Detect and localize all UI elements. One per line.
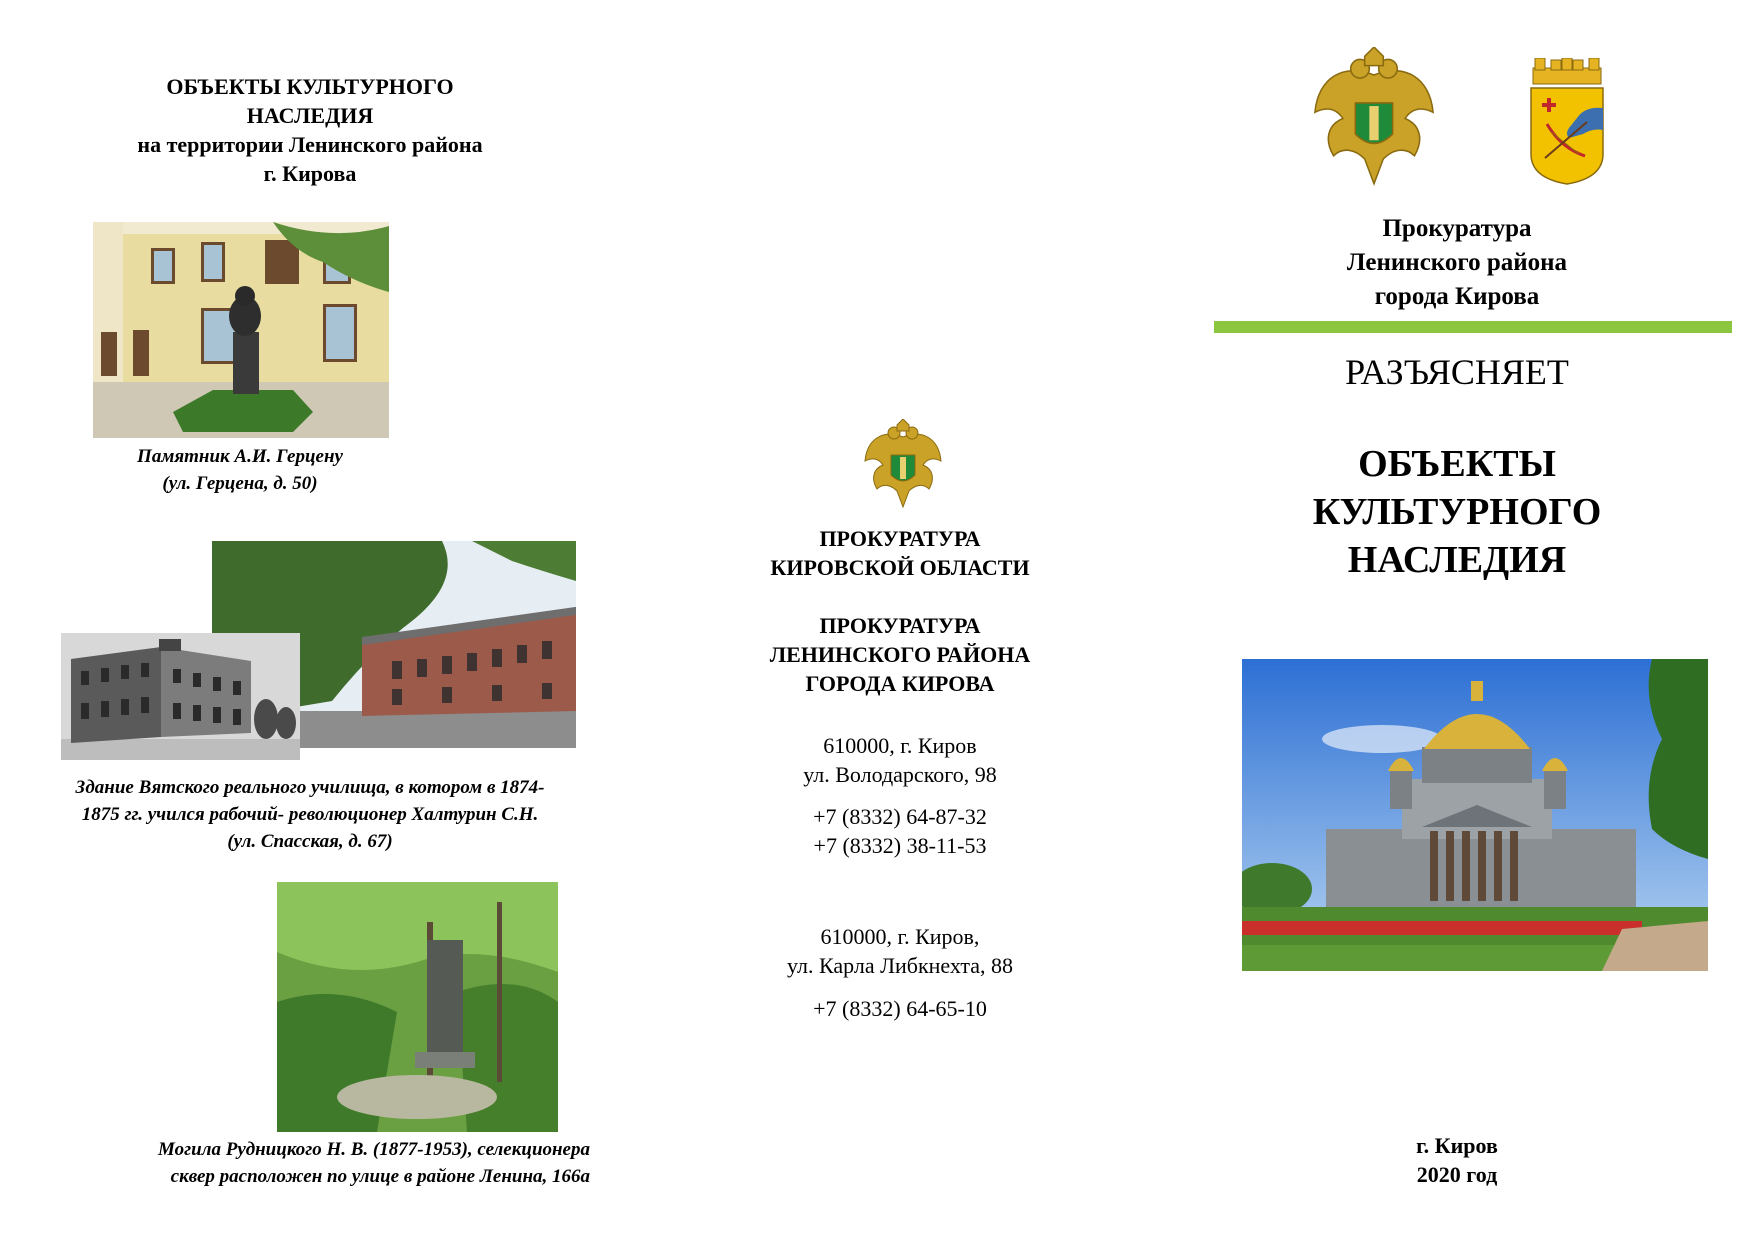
cover-org-line-3: города Кирова xyxy=(1374,283,1540,310)
real-school-historic-photo xyxy=(61,633,300,760)
left-title-line-1: ОБЪЕКТЫ КУЛЬТУРНОГО xyxy=(166,74,454,99)
green-divider-bar xyxy=(1214,321,1732,333)
address1-line-1: 610000, г. Киров xyxy=(823,733,977,758)
org1-line-1: ПРОКУРАТУРА xyxy=(819,526,981,551)
herzen-caption-line-1: Памятник А.И. Герцену xyxy=(137,446,343,467)
brochure-title-line-3: НАСЛЕДИЯ xyxy=(1347,539,1567,581)
address-karla-libknehta xyxy=(700,922,1100,980)
prosecutor-emblem-icon xyxy=(863,419,943,511)
school-caption-line-1: Здание Вятского реального училища, в котором в 1874- xyxy=(75,777,545,798)
left-title-line-4: г. Кирова xyxy=(263,161,357,186)
phones-karla-libknehta xyxy=(700,994,1100,1023)
herzen-monument-caption xyxy=(80,443,400,497)
prosecutor-emblem-large-icon xyxy=(1309,47,1439,190)
grave-caption-line-2: сквер расположен по улице в районе Ленина, 166а xyxy=(170,1166,590,1187)
brochure-title-line-2: КУЛЬТУРНОГО xyxy=(1312,491,1602,533)
address1-line-2: ул. Володарского, 98 xyxy=(803,762,997,787)
address-volodarskogo xyxy=(700,731,1100,789)
phone1-line-1: +7 (8332) 64-87-32 xyxy=(813,804,987,829)
address2-line-1: 610000, г. Киров, xyxy=(820,924,980,949)
explains-heading: РАЗЪЯСНЯЕТ xyxy=(1345,352,1569,392)
district-prosecutor-heading xyxy=(700,611,1100,698)
cover-organization-name xyxy=(1232,212,1682,314)
left-panel-title xyxy=(90,72,530,188)
school-caption-line-2: 1875 гг. учился рабочий- революционер Халтурин С.Н. xyxy=(81,804,539,825)
address2-line-2: ул. Карла Либкнехта, 88 xyxy=(786,953,1014,978)
phone1-line-2: +7 (8332) 38-11-53 xyxy=(813,833,987,858)
org1-line-2: КИРОВСКОЙ ОБЛАСТИ xyxy=(770,555,1030,580)
cover-footer xyxy=(1232,1131,1682,1189)
grave-caption-line-1: Могила Рудницкого Н. В. (1877-1953), селекционера xyxy=(158,1139,590,1160)
kirov-coat-of-arms-icon xyxy=(1527,58,1607,186)
phone2-line-1: +7 (8332) 64-65-10 xyxy=(813,996,987,1021)
org2-line-3: ГОРОДА КИРОВА xyxy=(805,671,995,696)
herzen-monument-photo xyxy=(93,222,389,438)
footer-city: г. Киров xyxy=(1416,1133,1498,1158)
regional-prosecutor-heading xyxy=(700,524,1100,582)
footer-year: 2020 год xyxy=(1416,1162,1498,1187)
cover-org-line-2: Ленинского района xyxy=(1346,249,1568,276)
brochure-title-line-1: ОБЪЕКТЫ xyxy=(1358,443,1556,485)
rudnitsky-grave-caption xyxy=(60,1136,590,1190)
rudnitsky-grave-photo xyxy=(277,882,558,1132)
herzen-caption-line-2: (ул. Герцена, д. 50) xyxy=(162,473,318,494)
school-caption-line-3: (ул. Спасская, д. 67) xyxy=(227,831,393,852)
phones-volodarskogo xyxy=(700,802,1100,860)
cathedral-photo xyxy=(1242,659,1708,971)
brochure-title xyxy=(1232,440,1682,584)
org2-line-1: ПРОКУРАТУРА xyxy=(819,613,981,638)
left-title-line-2: НАСЛЕДИЯ xyxy=(246,103,374,128)
org2-line-2: ЛЕНИНСКОГО РАЙОНА xyxy=(769,642,1031,667)
real-school-caption xyxy=(40,774,580,855)
left-title-line-3: на территории Ленинского района xyxy=(137,132,483,157)
cover-org-line-1: Прокуратура xyxy=(1382,215,1532,242)
